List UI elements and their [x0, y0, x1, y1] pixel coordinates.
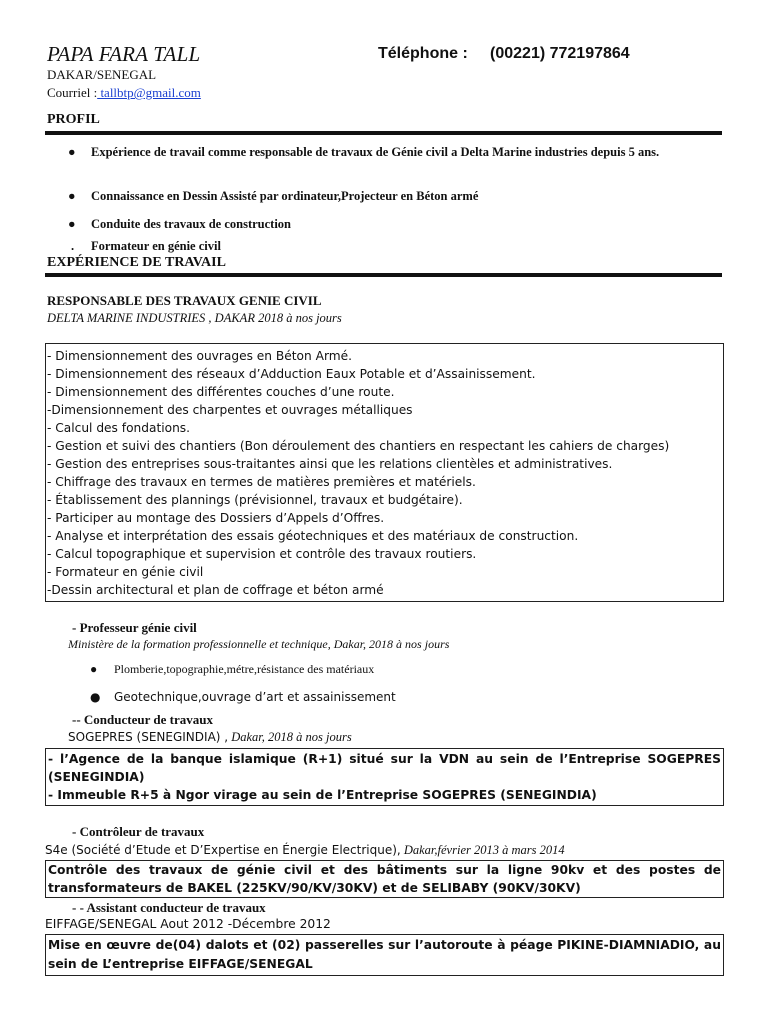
- email-link[interactable]: tallbtp@gmail.com: [97, 85, 201, 100]
- list-item: [68, 142, 718, 186]
- list-item: [68, 186, 718, 214]
- list-item-text: Formateur en génie civil: [91, 239, 221, 253]
- bullet: ●: [68, 217, 76, 231]
- list-item-text: Expérience de travail comme responsable de travaux de Génie civil a Delta Marine industries depuis 5 ans.: [91, 145, 660, 159]
- bullet: ●: [68, 189, 76, 203]
- bullet: .: [71, 239, 75, 253]
- company-name: SOGEPRES (SENEGINDIA) ,: [68, 730, 229, 744]
- job-title: RESPONSABLE DES TRAVAUX GENIE CIVIL: [47, 293, 322, 308]
- bullet: ●: [68, 145, 76, 159]
- task-line: - Immeuble R+5 à Ngor virage au sein de l’Entreprise SOGEPRES (SENEGINDIA): [48, 788, 597, 802]
- list-item: [90, 660, 396, 688]
- task-line: - Dimensionnement des ouvrages en Béton Armé.: [47, 349, 352, 363]
- job-title: -- Conducteur de travaux: [72, 712, 213, 727]
- task-line: - Calcul des fondations.: [47, 421, 191, 435]
- job-title: - Professeur génie civil: [72, 620, 197, 635]
- task-line: Contrôle des travaux de génie civil et des bâtiments sur la ligne 90kv et des postes de transformateurs de BAKEL (225KV/90/KV/30KV) et de SELIBABY (90KV/30KV): [48, 863, 721, 895]
- task-line: - Formateur en génie civil: [47, 565, 204, 579]
- task-line: -Dessin architectural et plan de coffrage et béton armé: [47, 583, 384, 597]
- profil-list: [68, 142, 718, 255]
- job-title: - Contrôleur de travaux: [72, 824, 205, 839]
- list-item: [68, 214, 718, 235]
- job-company: [68, 730, 352, 745]
- job-period: Dakar,février 2013 à mars 2014: [400, 843, 565, 857]
- task-line: Mise en œuvre de(04) dalots et (02) passerelles sur l’autoroute à péage PIKINE-DIAMNIADIO, au sein de L’entreprise EIFFAGE/SENEGAL: [48, 938, 721, 971]
- company-name: S4e (Société d’Etude et D’Expertise en Énergie Electrique),: [45, 843, 401, 857]
- task-line: -Dimensionnement des charpentes et ouvrages métalliques: [47, 403, 413, 417]
- list-item: [68, 237, 718, 255]
- list-item: [90, 688, 396, 708]
- city: DAKAR/SENEGAL: [47, 67, 157, 82]
- candidate-name: PAPA FARA TALL: [47, 42, 201, 66]
- task-line: - Gestion et suivi des chantiers (Bon déroulement des chantiers en respectant les cahiers de charges): [47, 439, 670, 453]
- tasks-box: [45, 934, 724, 976]
- list-item-text: Plomberie,topographie,métre,résistance des matériaux: [114, 662, 375, 676]
- tasks-box: [45, 860, 724, 898]
- task-line: - Établissement des plannings (prévisionnel, travaux et budgétaire).: [47, 493, 463, 507]
- teaching-list: [90, 660, 396, 708]
- task-line: - Chiffrage des travaux en termes de matières premières et matériels.: [47, 475, 476, 489]
- job-title: - - Assistant conducteur de travaux: [72, 900, 266, 915]
- task-line: - Dimensionnement des réseaux d’Adduction Eaux Potable et d’Assainissement.: [47, 367, 536, 381]
- phone-number: (00221) 772197864: [490, 45, 630, 62]
- task-line: - Calcul topographique et supervision et contrôle des travaux routiers.: [47, 547, 477, 561]
- section-divider: [45, 273, 722, 277]
- task-line: - Dimensionnement des différentes couches d’une route.: [47, 385, 395, 399]
- phone-label: Téléphone :: [378, 45, 468, 62]
- phone-line: [378, 45, 630, 63]
- job-company: EIFFAGE/SENEGAL Aout 2012 -Décembre 2012: [45, 917, 331, 931]
- tasks-box: [45, 748, 724, 806]
- list-item-text: Geotechnique,ouvrage d’art et assainissement: [114, 690, 396, 704]
- task-line: - Analyse et interprétation des essais géotechniques et des matériaux de construction.: [47, 529, 579, 543]
- job-company: DELTA MARINE INDUSTRIES , DAKAR 2018 à nos jours: [47, 311, 342, 325]
- list-item-text: Conduite des travaux de construction: [91, 217, 292, 231]
- section-divider: [45, 131, 722, 135]
- bullet: ●: [90, 690, 101, 704]
- task-line: - l’Agence de la banque islamique (R+1) situé sur la VDN au sein de l’Entreprise SOGEPRES (SENEGINDIA): [48, 752, 721, 784]
- tasks-box: [45, 343, 724, 602]
- job-company: [45, 843, 565, 858]
- job-period: Dakar, 2018 à nos jours: [228, 730, 352, 744]
- email-line: [47, 85, 201, 101]
- list-item-text: Connaissance en Dessin Assisté par ordinateur,Projecteur en Béton armé: [91, 189, 479, 203]
- email-label: Courriel :: [47, 85, 98, 100]
- section-profil-title: PROFIL: [47, 112, 100, 127]
- job-organization: Ministère de la formation professionnelle et technique, Dakar, 2018 à nos jours: [68, 637, 450, 651]
- task-line: - Participer au montage des Dossiers d’Appels d’Offres.: [47, 511, 385, 525]
- task-line: - Gestion des entreprises sous-traitantes ainsi que les relations clientèles et administratives.: [47, 457, 613, 471]
- section-experience-title: EXPÉRIENCE DE TRAVAIL: [47, 255, 226, 270]
- bullet: ●: [90, 662, 98, 676]
